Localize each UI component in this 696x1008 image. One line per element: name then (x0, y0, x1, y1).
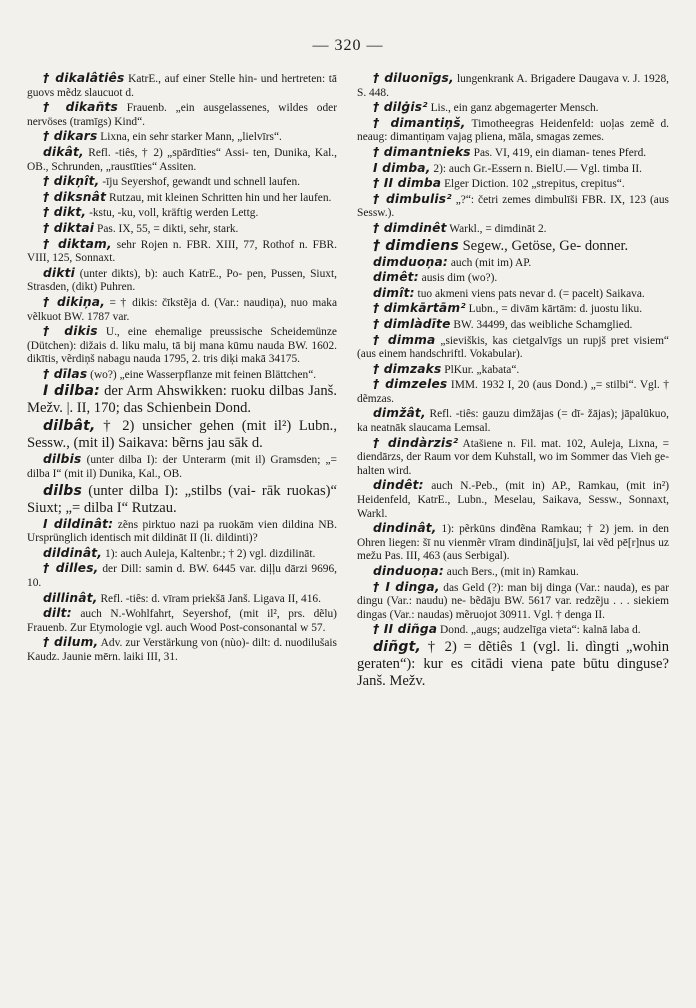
entry-definition: „?“: četri zemes dimbulīši FBR. IX, 123 (aus Sessw.). (357, 193, 669, 220)
entry-headword: dimît: (373, 285, 415, 300)
entry-headword: dindinât, (373, 521, 437, 536)
entry-definition: -kstu, -ku, voll, kräftig werden Lettg. (89, 207, 259, 220)
right-column (357, 72, 669, 691)
entry-headword: † dikañts (43, 100, 118, 115)
entry-definition: (unter dilba I): der Unterarm (mit il) Gramsden; „= dilba I“ (mit il) Dunika, Kal., OB. (27, 454, 337, 481)
dictionary-entry (27, 592, 337, 607)
entry-headword: † dilum, (43, 635, 99, 650)
entry-headword: dimduoņa: (373, 254, 448, 269)
dictionary-entry (27, 296, 337, 324)
entry-definition: 1): pẽrkūns dinđẽna Ramkau; † 2) jem. in den Ohren liegen: šī nu vienmẽr vīram dindinā[ju]sī, lai vẽd pē[r]nus uz mežu Pas. III, 463 (aus Serbigal). (357, 523, 669, 563)
entry-definition: † 2) = dẽtiês 1 (vgl. li. dìngti „wohin geraten“): kur es citādi viena pate būtu dinguse? Janš. Mežv. (357, 638, 669, 689)
entry-definition: U., eine ehemalige preussische Scheidemünze (Dütchen): dižais d. liku malu, tā bij mana kūmu nauda BW. 1602. dikītis, vẽrdiņš nabagu nauda 1795, 2. tris diķi makā 34175. (27, 326, 337, 366)
entry-headword: dildinât, (43, 545, 103, 560)
dictionary-entry (357, 565, 669, 580)
entry-headword: † dikiņa, (43, 294, 106, 309)
entry-definition: der Arm Ahswikken: ruoku dilbas Janš. Mežv. |. II, 170; das Schienbein Dond. (27, 383, 337, 417)
entry-definition: lungenkrank A. Brigadere Daugava v. J. 1928, S. 448. (357, 73, 669, 99)
entry-definition: Lis., ein ganz abgemagerter Mensch. (430, 102, 599, 115)
dictionary-entry (357, 639, 669, 690)
entry-definition: Rutzau, mit kleinen Schritten hin und her laufen. (108, 191, 332, 204)
entry-headword: † dimdiens (373, 237, 459, 254)
dictionary-entry (27, 222, 337, 237)
page-number: — 320 — (312, 37, 384, 54)
entry-headword: † dikņît, (43, 174, 100, 189)
dictionary-entry (357, 437, 669, 479)
dictionary-entry (27, 267, 337, 295)
entry-headword: † dimantiņš, (373, 115, 466, 130)
entry-definition: = † dikis: čīkstẽja d. (Var.: naudiņa), nuo maka vẽlkuot BW. 1787 var. (27, 296, 337, 323)
entry-definition: auch Bers., (mit in) Ramkau. (446, 566, 579, 578)
entry-definition: auch N.-Peb., (mit in) AP., Ramkau, (mit in²) Heidenfeld, KatrE., Lubn., Meselau, Saikava, Sessw., Sonnaxt, Warkl. (357, 480, 669, 520)
entry-headword: † dilġis² (373, 100, 428, 115)
dictionary-entry (357, 302, 669, 317)
dictionary-entry (357, 623, 669, 638)
entry-definition: PlKur. „kabata“. (444, 363, 520, 376)
dictionary-entry (27, 418, 337, 452)
entry-definition: Elger Diction. 102 „strepitus, crepitus“. (444, 178, 625, 191)
entry-definition: (wo?) „eine Wasserpflanze mit feinen Blättchen“. (90, 368, 317, 381)
entry-definition: (unter dilba I): „stilbs (vai- rāk ruokas)“ Siuxt; „= dilba I“ Rutzau. (27, 482, 337, 516)
entry-headword: dilbât, (43, 418, 96, 435)
dictionary-entry (27, 636, 337, 664)
entry-headword: † dimma (373, 332, 436, 347)
entry-headword: dimêt: (373, 270, 419, 285)
entry-headword: † dikis (43, 324, 98, 339)
dictionary-entry (27, 238, 337, 266)
dictionary-entry (27, 607, 337, 635)
entry-definition: Lubn., = divām kārtām: d. juostu liku. (468, 303, 643, 316)
dictionary-entry (27, 453, 337, 481)
entry-definition: Atašiene n. Fil. mat. 102, Auleja, Lixna, = diendārzs, der Raum vor dem Kuhstall, wo im Sommer das Vieh ge- halten wird. (357, 437, 670, 477)
dictionary-entry (27, 72, 337, 100)
entry-headword: † diktam, (43, 236, 112, 251)
entry-definition: Refl. -tiês, † 2) „spārdīties“ Assi- ten, Dunika, Kal., OB., Schrunden, „raustīties“ Assiten. (27, 146, 337, 173)
dictionary-entry (27, 383, 337, 417)
dictionary-entry (357, 193, 669, 221)
entry-definition: auch N.-Wohlfahrt, Seyershof, (mit il², prs. dẽlu) Frauenb. Zur Etymologie vgl. auch Wood Post-consonantal w 57. (27, 608, 337, 634)
entry-definition: das Geld (?): man bij dinga (Var.: nauda), es par dingu (Var.: naudu) ne- bẽdāju BW. 5617 var. redzẽju . . . siekiem dingas (Var.: naudas) mẽruojot 30911. Vgl. † denga II. (357, 581, 669, 621)
entry-headword: dikti (43, 265, 76, 280)
entry-headword: † dikt, (43, 205, 87, 220)
entry-definition: Pas. VI, 419, ein diaman- tenes Pferd. (473, 146, 647, 159)
entry-definition: KatrE., auf einer Stelle hin- und hertreten: tā guovs mẽdz slaucuot d. (27, 73, 337, 99)
dictionary-entry (357, 334, 669, 362)
entry-headword: † diktai (43, 220, 95, 235)
entry-definition: Refl. -tiês: d. vīram priekšā Janš. Ligava II, 416. (100, 592, 321, 605)
entry-headword: † dikars (43, 129, 98, 144)
dictionary-entry (357, 222, 669, 237)
entry-headword: † I dinga, (373, 579, 440, 594)
entry-headword: I dildinât: (43, 516, 114, 531)
entry-definition: Warkl., = dimdināt 2. (449, 222, 547, 235)
entry-definition: BW. 34499, das weibliche Schamglied. (453, 318, 633, 331)
entry-headword: † diluonīgs, (373, 71, 454, 85)
dictionary-entry (27, 325, 337, 367)
entry-definition: † 2) unsicher gehen (mit il²) Lubn., Sessw., (mit il) Saikava: bẽrns jau sāk d. (27, 418, 337, 452)
dictionary-entry (27, 130, 337, 145)
entry-headword: † dimlàdīte (373, 316, 451, 331)
dictionary-entry (27, 146, 337, 174)
entry-headword: † dimzeles (373, 377, 448, 392)
entry-headword: † dikalâtiês (43, 71, 125, 85)
entry-headword: † diksnât (43, 189, 107, 204)
dictionary-entry (357, 318, 669, 333)
entry-headword: † dimkārtām² (373, 301, 466, 316)
entry-headword: dilbs (43, 482, 82, 499)
entry-definition: (unter dikts), b): auch KatrE., Po- pen, Pussen, Siuxt, Strasden, (dikt) Puhren. (27, 267, 337, 294)
entry-headword: dindêt: (373, 478, 424, 493)
entry-headword: dinduoņa: (373, 564, 444, 578)
dictionary-entry (27, 518, 337, 546)
entry-definition: Segew., Getöse, Ge- donner. (462, 237, 629, 254)
entry-headword: dimžât, (373, 406, 426, 421)
dictionary-entry (357, 117, 669, 145)
dictionary-entry (357, 522, 669, 564)
dictionary-entry (357, 238, 669, 255)
entry-headword: † dimdinêt (373, 220, 447, 235)
dictionary-entry (357, 581, 669, 623)
dictionary-entry (27, 368, 337, 383)
dictionary-entry (357, 378, 669, 406)
dictionary-entry (27, 483, 337, 517)
entry-definition: Lixna, ein sehr starker Mann, „lielvīrs“. (100, 131, 282, 144)
entry-definition: Dond. „augs; audzelīga vieta“: kalnā laba d. (440, 624, 641, 637)
dictionary-entry (27, 206, 337, 221)
entry-definition: Frauenb. „ein ausgelassenes, wildes oder nervöses (tramīgs) Kind“. (27, 102, 337, 128)
dictionary-entry (27, 101, 337, 129)
dictionary-entry (27, 547, 337, 562)
entry-headword: dilbis (43, 452, 82, 467)
dictionary-entry (27, 191, 337, 206)
dictionary-entry (357, 162, 669, 177)
dictionary-entry (357, 287, 669, 302)
dictionary-entry (357, 72, 669, 100)
entry-headword: † dimbulis² (373, 191, 452, 206)
dictionary-entry (357, 177, 669, 192)
entry-headword: dikât, (43, 144, 84, 159)
entry-definition: sehr Rojen n. FBR. XIII, 77, Rothof n. FBR. VIII, 125, Sonnaxt. (27, 238, 337, 265)
entry-definition: 2): auch Gr.-Essern n. BielU.— Vgl. timba II. (433, 162, 643, 175)
dictionary-entry (357, 271, 669, 286)
entry-headword: I dilba: (43, 383, 100, 400)
dictionary-entry (357, 101, 669, 116)
entry-headword: † dilles, (43, 561, 99, 576)
entry-definition: der Dill: samin d. BW. 6445 var. diļļu dārzi 9696, 10. (27, 563, 337, 590)
entry-definition: Adv. zur Verstärkung von (nùo)- dilt: d. nuodilušais Kaudz. Jaunie mērn. laiki III, 31. (27, 637, 337, 663)
entry-headword: I dimba, (373, 160, 431, 175)
entry-definition: Pas. IX, 55, = dikti, sehr, stark. (97, 222, 239, 235)
dictionary-entry (357, 407, 669, 435)
entry-headword: † dindàrzis² (373, 435, 459, 450)
entry-definition: zẽns pirktuo nazi pa ruokām vien dildina NB. Ursprünglich identisch mit dildināt II (li. dildinti)? (27, 518, 337, 545)
dictionary-entry (357, 146, 669, 161)
entry-headword: dilt: (43, 606, 72, 621)
entry-headword: † II dimba (373, 176, 442, 191)
entry-definition: auch (mit im) AP. (450, 256, 532, 269)
entry-headword: † dīlas (43, 366, 88, 381)
entry-headword: dillinât, (43, 590, 98, 605)
dictionary-entry (357, 479, 669, 521)
entry-headword: † dimantnieks (373, 144, 471, 159)
dictionary-entry (357, 256, 669, 271)
entry-definition: „sieviškis, kas cietgalvīgs un rupjš pret visiem“ (aus einem handschriftl. Vokabular). (357, 334, 669, 361)
entry-definition: tuo akmeni viens pats nevar d. (= pacelt) Saikava. (417, 287, 645, 300)
dictionary-entry (27, 562, 337, 590)
left-column (27, 72, 337, 666)
entry-definition: -īju Seyershof, gewandt und schnell laufen. (102, 176, 301, 189)
dictionary-entry (357, 363, 669, 378)
entry-definition: ausis dim (wo?). (421, 272, 498, 285)
dictionary-entry (27, 175, 337, 190)
entry-definition: 1): auch Auleja, Kaltenbr.; † 2) vgl. dizdilināt. (105, 547, 316, 560)
entry-definition: IMM. 1932 I, 20 (aus Dond.) „= stilbi“. Vgl. † dẽmzas. (357, 379, 669, 405)
entry-headword: diñgt, (373, 638, 422, 655)
entry-definition: Timotheegras Heidenfeld: uoļas zemẽ d. neaug: dimantiņam vajag pliena, māla, smagas zemes. (357, 117, 669, 144)
entry-headword: † II diñga (373, 622, 438, 637)
entry-headword: † dimzaks (373, 361, 442, 376)
entry-definition: Refl. -tiês: gauzu dimžājas (= dī- žājas); jāpalūkuo, ka neatnāk slaucama Lemsal. (357, 408, 669, 435)
